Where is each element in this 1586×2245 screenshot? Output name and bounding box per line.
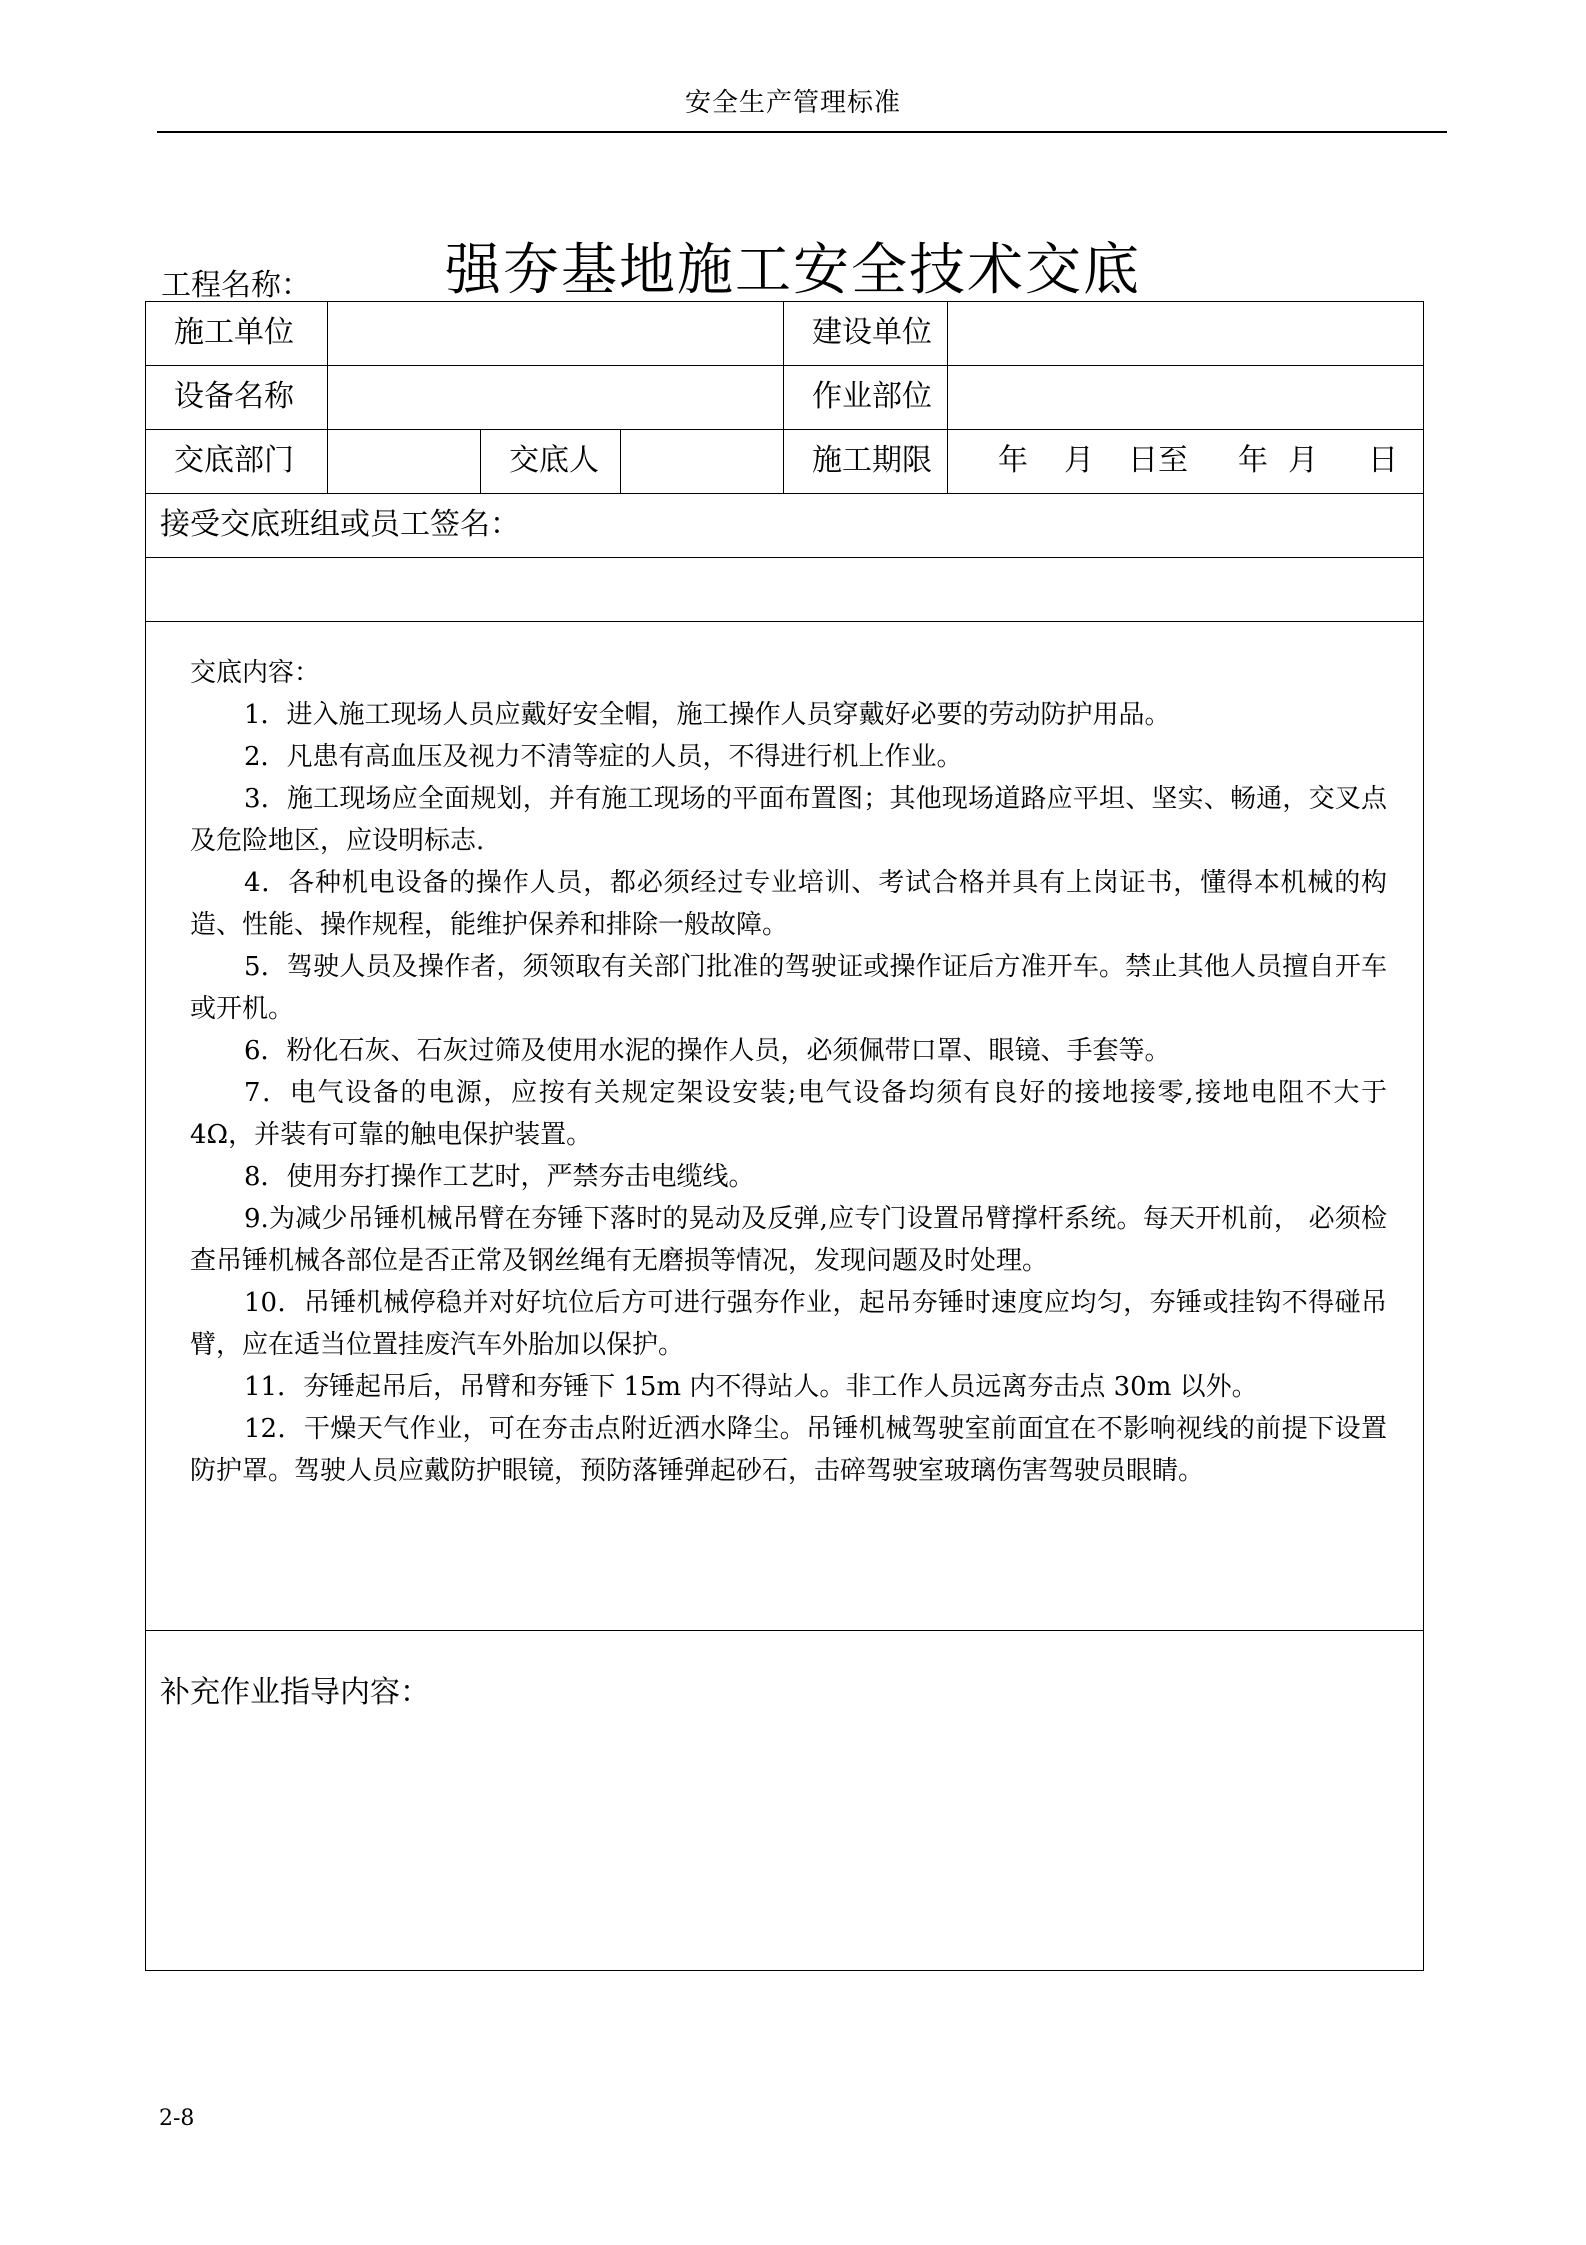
briefing-content-label: 交底内容： [190, 658, 321, 688]
supplement-cell[interactable] [146, 1631, 1424, 1971]
briefing-person-field[interactable] [621, 430, 784, 494]
briefing-dept-label: 交底部门 [146, 430, 328, 494]
owner-unit-field[interactable] [948, 302, 1424, 366]
work-location-field[interactable] [948, 366, 1424, 430]
form-row-units [146, 302, 1424, 366]
date-day-to: 日至 [1128, 443, 1189, 478]
construction-unit-field[interactable] [328, 302, 784, 366]
briefing-item-2: 2．凡患有高血压及视力不清等症的人员，不得进行机上作业。 [244, 742, 963, 772]
construction-unit-label: 施工单位 [146, 302, 328, 366]
form-row-briefing [146, 430, 1424, 494]
briefing-form [145, 301, 1424, 1971]
running-header: 安全生产管理标准 [684, 88, 901, 118]
supplement-label: 补充作业指导内容： [160, 1675, 430, 1710]
date-year-end: 年 [1238, 443, 1269, 478]
briefing-content-cell [146, 622, 1424, 1631]
construction-period-label: 施工期限 [784, 430, 948, 494]
form-row-signature [146, 558, 1424, 622]
owner-unit-label: 建设单位 [784, 302, 948, 366]
form-row-content [146, 622, 1424, 1631]
date-month-start: 月 [1064, 443, 1095, 478]
signature-label: 接受交底班组或员工签名： [146, 494, 1424, 558]
project-name-label: 工程名称： [161, 268, 311, 303]
briefing-item-11: 11．夯锤起吊后，吊臂和夯锤下 15m 内不得站人。非工作人员远离夯击点 30m 以外。 [244, 1372, 1258, 1402]
equipment-name-label: 设备名称 [146, 366, 328, 430]
construction-period-field[interactable] [948, 430, 1424, 494]
page-number: 2-8 [159, 2106, 195, 2131]
form-row-supplement [146, 1631, 1424, 1971]
briefing-item-6: 6．粉化石灰、石灰过筛及使用水泥的操作人员，必须佩带口罩、眼镜、手套等。 [244, 1036, 1171, 1066]
briefing-content [146, 622, 1423, 1492]
briefing-item-1: 1．进入施工现场人员应戴好安全帽，施工操作人员穿戴好必要的劳动防护用品。 [244, 700, 1171, 730]
equipment-name-field[interactable] [328, 366, 784, 430]
date-day-end: 日 [1368, 443, 1399, 478]
date-year-start: 年 [998, 443, 1029, 478]
briefing-item-3: 3．施工现场应全面规划，并有施工现场的平面布置图；其他现场道路应平坦、坚实、畅通，交叉点及危险地区，应设明标志. [190, 784, 1388, 856]
briefing-item-12: 12．干燥天气作业，可在夯击点附近洒水降尘。吊锤机械驾驶室前面宜在不影响视线的前提下设置防护罩。驾驶人员应戴防护眼镜，预防落锤弹起砂石，击碎驾驶室玻璃伤害驾驶员眼睛。 [190, 1414, 1388, 1486]
briefing-item-8: 8．使用夯打操作工艺时，严禁夯击电缆线。 [244, 1162, 755, 1192]
work-location-label: 作业部位 [784, 366, 948, 430]
form-row-signature-label [146, 494, 1424, 558]
briefing-item-5: 5．驾驶人员及操作者，须领取有关部门批准的驾驶证或操作证后方准开车。禁止其他人员擅自开车或开机。 [190, 952, 1388, 1024]
signature-field[interactable] [146, 558, 1424, 622]
briefing-person-label: 交底人 [481, 430, 621, 494]
briefing-dept-field[interactable] [328, 430, 481, 494]
briefing-item-9: 9.为减少吊锤机械吊臂在夯锤下落时的晃动及反弹,应专门设置吊臂撑杆系统。每天开机前， 必须检查吊锤机械各部位是否正常及钢丝绳有无磨损等情况，发现问题及时处理。 [190, 1204, 1388, 1276]
date-month-end: 月 [1288, 443, 1319, 478]
form-row-equipment [146, 366, 1424, 430]
document-title: 强夯基地施工安全技术交底 [445, 237, 1141, 303]
briefing-item-7: 7．电气设备的电源，应按有关规定架设安装;电气设备均须有良好的接地接零,接地电阻不大于 4Ω，并装有可靠的触电保护装置。 [190, 1078, 1388, 1150]
briefing-item-10: 10．吊锤机械停稳并对好坑位后方可进行强夯作业，起吊夯锤时速度应均匀，夯锤或挂钩不得碰吊臂，应在适当位置挂废汽车外胎加以保护。 [190, 1288, 1388, 1360]
briefing-item-4: 4．各种机电设备的操作人员，都必须经过专业培训、考试合格并具有上岗证书，懂得本机械的构造、性能、操作规程，能维护保养和排除一般故障。 [190, 868, 1388, 940]
header-rule [157, 131, 1447, 133]
